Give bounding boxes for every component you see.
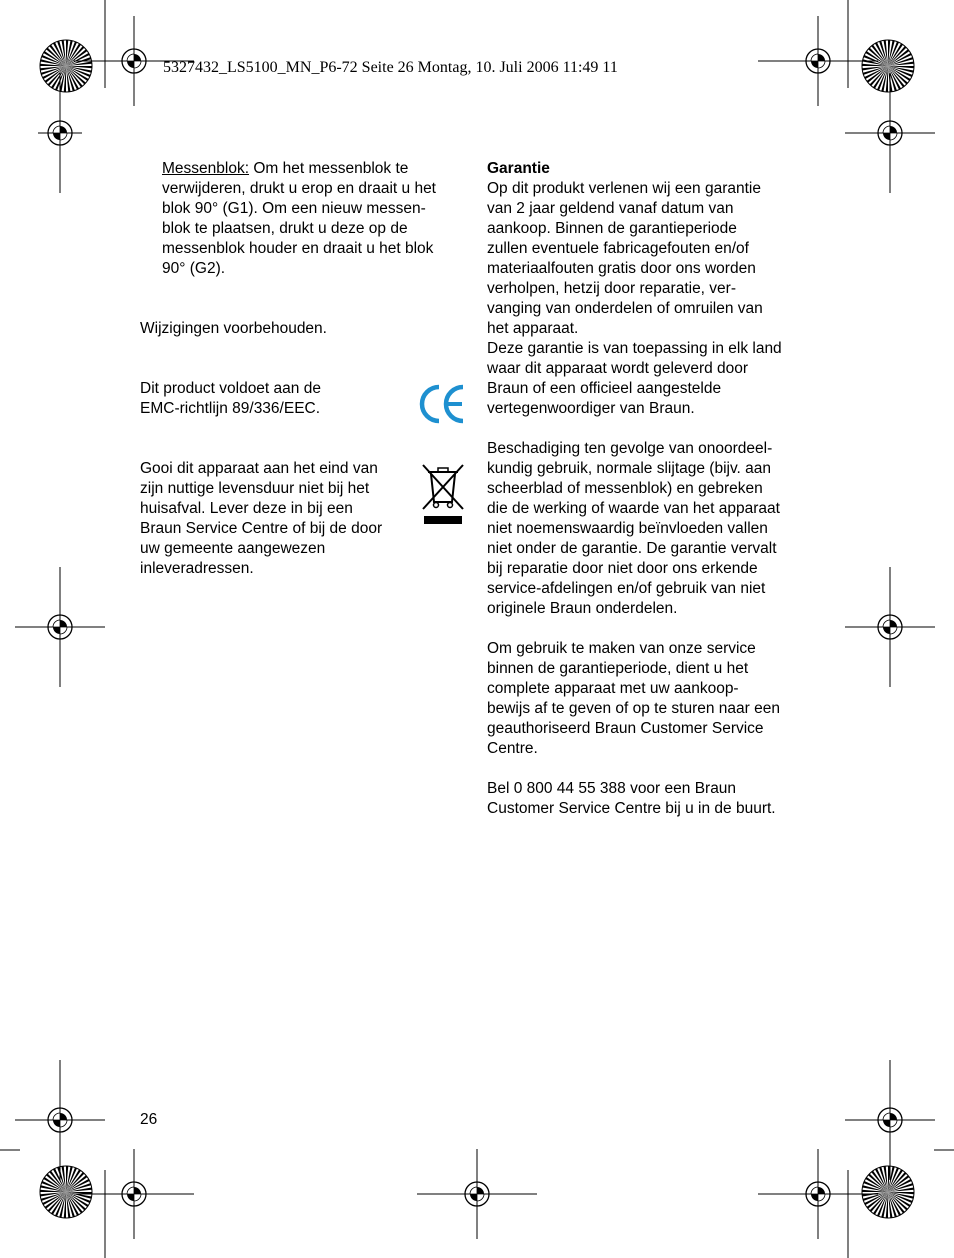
registration-mark-icon xyxy=(845,1060,935,1180)
text-line: niet onder de garantie. De garantie vervalt xyxy=(487,540,777,557)
disposal-statement xyxy=(140,459,415,579)
text-line: aankoop. Binnen de garantieperiode xyxy=(487,220,737,237)
text-line: niet noemenswaardig beïnvloeden vallen xyxy=(487,520,768,537)
text-line: Centre. xyxy=(487,740,538,757)
text-line: messenblok houder en draait u het blok xyxy=(162,240,434,257)
text-line: Om het messenblok te xyxy=(249,160,409,177)
page-number: 26 xyxy=(140,1111,158,1128)
starburst-icon xyxy=(862,40,914,92)
messenblok-section xyxy=(162,159,472,279)
registration-mark-icon xyxy=(74,1149,194,1239)
text-line: Bel 0 800 44 55 388 voor een Braun xyxy=(487,780,737,797)
text-line: 90° (G2). xyxy=(162,260,226,277)
starburst-icon xyxy=(40,1166,92,1218)
guarantee-paragraph-1 xyxy=(487,179,822,419)
text-line: scheerblad of messenblok) en gebreken xyxy=(487,480,763,497)
guarantee-paragraph-4 xyxy=(487,779,822,819)
text-line: waar dit apparaat wordt geleverd door xyxy=(487,360,749,377)
ce-mark-icon xyxy=(418,383,466,425)
emc-statement xyxy=(140,379,321,419)
text-line: zullen eventuele fabricagefouten en/of xyxy=(487,240,749,257)
text-line: verwijderen, drukt u erop en draait u het xyxy=(162,180,436,197)
text-line: Deze garantie is van toepassing in elk land xyxy=(487,340,782,357)
text-line: bij reparatie door niet door ons erkende xyxy=(487,560,758,577)
print-slug: 5327432_LS5100_MN_P6-72 Seite 26 Montag, 10. Juli 2006 11:49 11 xyxy=(163,59,618,76)
registration-mark-icon xyxy=(15,1060,105,1180)
text-line: Customer Service Centre bij u in de buurt. xyxy=(487,800,776,817)
registration-mark-icon xyxy=(417,1149,537,1239)
text-line: binnen de garantieperiode, dient u het xyxy=(487,660,749,677)
starburst-icon xyxy=(862,1166,914,1218)
text-line: het apparaat. xyxy=(487,320,579,337)
guarantee-paragraph-3 xyxy=(487,639,822,759)
text-line: kundig gebruik, normale slijtage (bijv. aan xyxy=(487,460,772,477)
guarantee-paragraph-2 xyxy=(487,439,822,619)
text-line: EMC-richtlijn 89/336/EEC. xyxy=(140,400,321,417)
text-line: bewijs af te geven of op te sturen naar een xyxy=(487,700,780,717)
text-line: vertegenwoordiger van Braun. xyxy=(487,400,695,417)
text-line: Om gebruik te maken van onze service xyxy=(487,640,756,657)
guarantee-heading: Garantie xyxy=(487,160,550,177)
registration-mark-icon xyxy=(845,73,935,193)
changes-note: Wijzigingen voorbehouden. xyxy=(140,320,327,337)
text-line: blok te plaatsen, drukt u deze op de xyxy=(162,220,408,237)
text-line: van 2 jaar geldend vanaf datum van xyxy=(487,200,734,217)
text-line: uw gemeente aangewezen xyxy=(140,540,326,557)
registration-mark-icon xyxy=(758,16,878,106)
text-line: service-afdelingen en/of gebruik van niet xyxy=(487,580,766,597)
text-line: originele Braun onderdelen. xyxy=(487,600,678,617)
text-line: die de werking of waarde van het apparaat xyxy=(487,500,780,517)
text-line: Beschadiging ten gevolge van onoordeel- xyxy=(487,440,773,457)
text-line: geauthoriseerd Braun Customer Service xyxy=(487,720,764,737)
text-line: inleveradressen. xyxy=(140,560,254,577)
messenblok-label: Messenblok: xyxy=(162,160,250,177)
starburst-icon xyxy=(40,40,92,92)
text-line: blok 90° (G1). Om een nieuw messen- xyxy=(162,200,426,217)
text-line: complete apparaat met uw aankoop- xyxy=(487,680,739,697)
text-line: vanging van onderdelen of omruilen van xyxy=(487,300,763,317)
registration-mark-icon xyxy=(758,1149,878,1239)
text-line: Op dit produkt verlenen wij een garantie xyxy=(487,180,761,197)
crossed-bin-icon xyxy=(420,462,466,526)
text-line: Braun of een officieel aangestelde xyxy=(487,380,722,397)
text-line: Braun Service Centre of bij de door xyxy=(140,520,383,537)
text-line: zijn nuttige levensduur niet bij het xyxy=(140,480,370,497)
text-line: huisafval. Lever deze in bij een xyxy=(140,500,353,517)
text-line: Dit product voldoet aan de xyxy=(140,380,321,397)
text-line: Gooi dit apparaat aan het eind van xyxy=(140,460,378,477)
text-line: materiaalfouten gratis door ons worden xyxy=(487,260,756,277)
registration-mark-icon xyxy=(845,567,935,687)
registration-mark-icon xyxy=(15,567,105,687)
registration-mark-icon xyxy=(38,73,82,193)
text-line: verholpen, hetzij door reparatie, ver- xyxy=(487,280,736,297)
guarantee-section xyxy=(487,159,822,819)
